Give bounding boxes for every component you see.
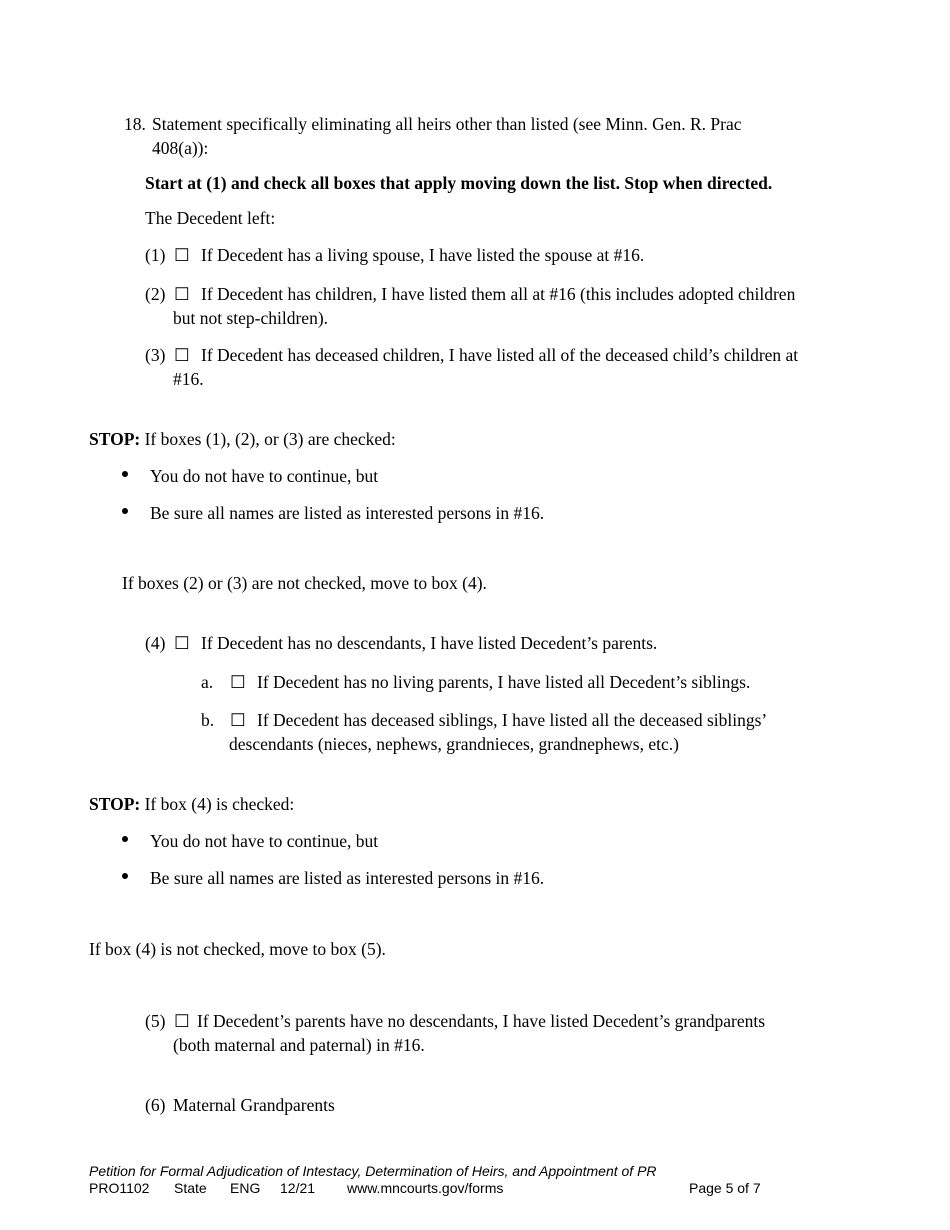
box-2-number: (2) bbox=[145, 284, 166, 304]
footer-type: State bbox=[174, 1180, 207, 1196]
stop-1-text: If boxes (1), (2), or (3) are checked: bbox=[144, 429, 396, 449]
box-4b-letter: b. bbox=[201, 710, 215, 730]
footer-lang: ENG bbox=[230, 1180, 261, 1196]
bullet-icon bbox=[122, 836, 128, 842]
box-5-text: If Decedent’s parents have no descendants, I have listed Decedent’s grandparents bbox=[197, 1011, 766, 1031]
stop-2-label: STOP: bbox=[89, 794, 141, 814]
move-to-box-4: If boxes (2) or (3) are not checked, move to box (4). bbox=[122, 573, 487, 593]
move-to-box-5: If box (4) is not checked, move to box (5). bbox=[89, 939, 386, 959]
box-4b-text-cont: descendants (nieces, nephews, grandnieces, grandnephews, etc.) bbox=[229, 734, 679, 754]
box-4a-text: If Decedent has no living parents, I have listed all Decedent’s siblings. bbox=[257, 672, 751, 692]
box-5-number: (5) bbox=[145, 1011, 166, 1031]
stop-1-bullet-1: You do not have to continue, but bbox=[150, 466, 379, 486]
box-2-text: If Decedent has children, I have listed them all at #16 (this includes adopted children bbox=[201, 284, 796, 304]
box-4b-text: If Decedent has deceased siblings, I have listed all the deceased siblings’ bbox=[257, 710, 768, 730]
box-4a-checkbox[interactable]: ☐ bbox=[230, 672, 246, 692]
stop-1-line bbox=[89, 427, 396, 451]
stop-2-bullet-2: Be sure all names are listed as interested persons in #16. bbox=[150, 868, 545, 888]
box-5-text-cont: (both maternal and paternal) in #16. bbox=[173, 1035, 425, 1055]
box-4-checkbox[interactable]: ☐ bbox=[174, 633, 190, 653]
box-3-checkbox[interactable]: ☐ bbox=[174, 345, 190, 365]
item-18-number: 18. bbox=[124, 114, 146, 134]
box-1-text: If Decedent has a living spouse, I have listed the spouse at #16. bbox=[201, 245, 645, 265]
box-2-checkbox[interactable]: ☐ bbox=[174, 284, 190, 304]
footer-page-number: Page 5 of 7 bbox=[689, 1180, 761, 1196]
box-4b-checkbox[interactable]: ☐ bbox=[230, 710, 246, 730]
stop-1-bullet-2: Be sure all names are listed as interested persons in #16. bbox=[150, 503, 545, 523]
stop-1-label: STOP: bbox=[89, 429, 141, 449]
box-5-checkbox[interactable]: ☐ bbox=[174, 1011, 190, 1031]
instruction-text: Start at (1) and check all boxes that apply moving down the list. Stop when directed. bbox=[145, 173, 773, 193]
box-1-number: (1) bbox=[145, 245, 166, 265]
box-1-checkbox[interactable]: ☐ bbox=[174, 245, 190, 265]
bullet-icon bbox=[122, 471, 128, 477]
item-18-heading-cont: 408(a)): bbox=[152, 138, 209, 158]
box-6-number: (6) bbox=[145, 1095, 166, 1115]
footer-title: Petition for Formal Adjudication of Intestacy, Determination of Heirs, and Appointment of PR bbox=[89, 1163, 657, 1179]
box-4-text: If Decedent has no descendants, I have listed Decedent’s parents. bbox=[201, 633, 658, 653]
item-18-heading: Statement specifically eliminating all heirs other than listed (see Minn. Gen. R. Prac bbox=[152, 114, 742, 134]
box-3-text: If Decedent has deceased children, I have listed all of the deceased child’s children at bbox=[201, 345, 799, 365]
footer-url[interactable]: www.mncourts.gov/forms bbox=[347, 1180, 504, 1196]
stop-2-bullet-1: You do not have to continue, but bbox=[150, 831, 379, 851]
footer-date: 12/21 bbox=[280, 1180, 316, 1196]
bullet-icon bbox=[122, 873, 128, 879]
box-4a-letter: a. bbox=[201, 672, 214, 692]
box-2-text-cont: but not step-children). bbox=[173, 308, 329, 328]
stop-2-line bbox=[89, 792, 294, 816]
box-3-number: (3) bbox=[145, 345, 166, 365]
box-4-number: (4) bbox=[145, 633, 166, 653]
decedent-left-label: The Decedent left: bbox=[145, 208, 276, 228]
bullet-icon bbox=[122, 508, 128, 514]
footer-form-id: PRO1102 bbox=[89, 1180, 150, 1196]
box-6-text: Maternal Grandparents bbox=[173, 1095, 335, 1115]
stop-2-text: If box (4) is checked: bbox=[144, 794, 295, 814]
box-3-text-cont: #16. bbox=[173, 369, 204, 389]
